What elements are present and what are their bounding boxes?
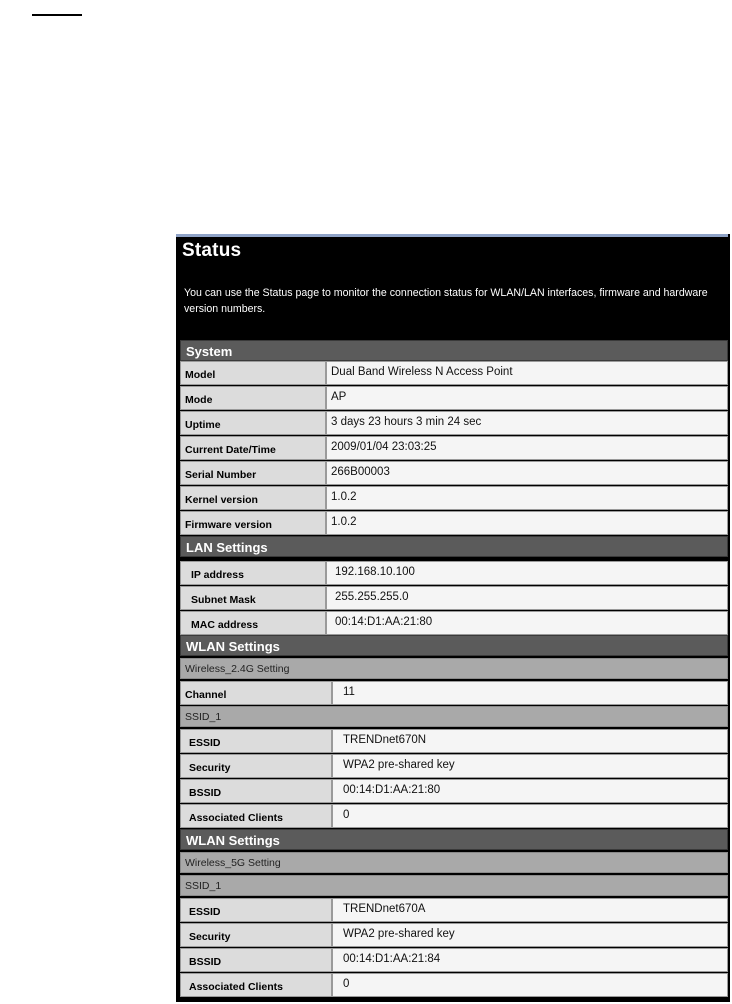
row-value: 3 days 23 hours 3 min 24 sec [326, 411, 728, 435]
row-label: Security [180, 754, 332, 778]
row-value: AP [326, 386, 728, 410]
row-value: WPA2 pre-shared key [332, 923, 728, 947]
row-label: Uptime [180, 411, 326, 435]
wlan24-row-channel [180, 681, 728, 705]
row-label: Serial Number [180, 461, 326, 485]
row-label: IP address [180, 561, 326, 585]
row-value: 1.0.2 [326, 486, 728, 510]
wlan5-row-bssid [180, 948, 728, 972]
lan-row-mask [180, 586, 728, 610]
page-description: You can use the Status page to monitor the connection status for WLAN/LAN interfaces, firmware and hardware version numbers. [184, 287, 708, 315]
wlan24-section-header: WLAN Settings [180, 635, 728, 656]
row-label: Current Date/Time [180, 436, 326, 460]
lan-row-ip [180, 561, 728, 585]
row-value: 0 [332, 804, 728, 828]
row-label: Associated Clients [180, 804, 332, 828]
wlan5-section-header: WLAN Settings [180, 829, 728, 850]
wlan24-setting-label: Wireless_2.4G Setting [180, 658, 728, 679]
row-value: 0 [332, 973, 728, 997]
row-value: 11 [332, 681, 728, 705]
lan-row-mac [180, 611, 728, 635]
system-row-mode [180, 386, 728, 410]
top-rule [32, 14, 82, 16]
row-value: 255.255.255.0 [326, 586, 728, 610]
row-value: 00:14:D1:AA:21:84 [332, 948, 728, 972]
wlan24-row-security [180, 754, 728, 778]
row-label: Subnet Mask [180, 586, 326, 610]
row-value: Dual Band Wireless N Access Point [326, 361, 728, 385]
row-value: 1.0.2 [326, 511, 728, 535]
row-label: ESSID [180, 898, 332, 922]
wlan24-row-bssid [180, 779, 728, 803]
row-value: 192.168.10.100 [326, 561, 728, 585]
system-row-datetime [180, 436, 728, 460]
status-panel [176, 234, 730, 1002]
system-row-firmware [180, 511, 728, 535]
row-label: Mode [180, 386, 326, 410]
row-label: BSSID [180, 779, 332, 803]
system-row-serial [180, 461, 728, 485]
wlan5-row-clients [180, 973, 728, 997]
lan-section-header: LAN Settings [180, 536, 728, 557]
row-label: Model [180, 361, 326, 385]
row-value: 00:14:D1:AA:21:80 [332, 779, 728, 803]
row-value: WPA2 pre-shared key [332, 754, 728, 778]
page-title: Status [182, 240, 242, 261]
wlan5-setting-label: Wireless_5G Setting [180, 852, 728, 873]
row-label: BSSID [180, 948, 332, 972]
row-label: Security [180, 923, 332, 947]
wlan24-ssid-label: SSID_1 [180, 706, 728, 727]
system-row-model [180, 361, 728, 385]
row-value: 00:14:D1:AA:21:80 [326, 611, 728, 635]
row-value: 266B00003 [326, 461, 728, 485]
row-label: Firmware version [180, 511, 326, 535]
row-value: 2009/01/04 23:03:25 [326, 436, 728, 460]
system-row-kernel [180, 486, 728, 510]
wlan5-row-security [180, 923, 728, 947]
wlan5-ssid-label: SSID_1 [180, 875, 728, 896]
system-section-header: System [180, 340, 728, 361]
row-value: TRENDnet670A [332, 898, 728, 922]
wlan24-row-clients [180, 804, 728, 828]
row-label: Channel [180, 681, 332, 705]
row-value: TRENDnet670N [332, 729, 728, 753]
wlan24-row-essid [180, 729, 728, 753]
row-label: ESSID [180, 729, 332, 753]
row-label: MAC address [180, 611, 326, 635]
system-row-uptime [180, 411, 728, 435]
panel-top-border [176, 234, 728, 237]
row-label: Kernel version [180, 486, 326, 510]
wlan5-row-essid [180, 898, 728, 922]
row-label: Associated Clients [180, 973, 332, 997]
